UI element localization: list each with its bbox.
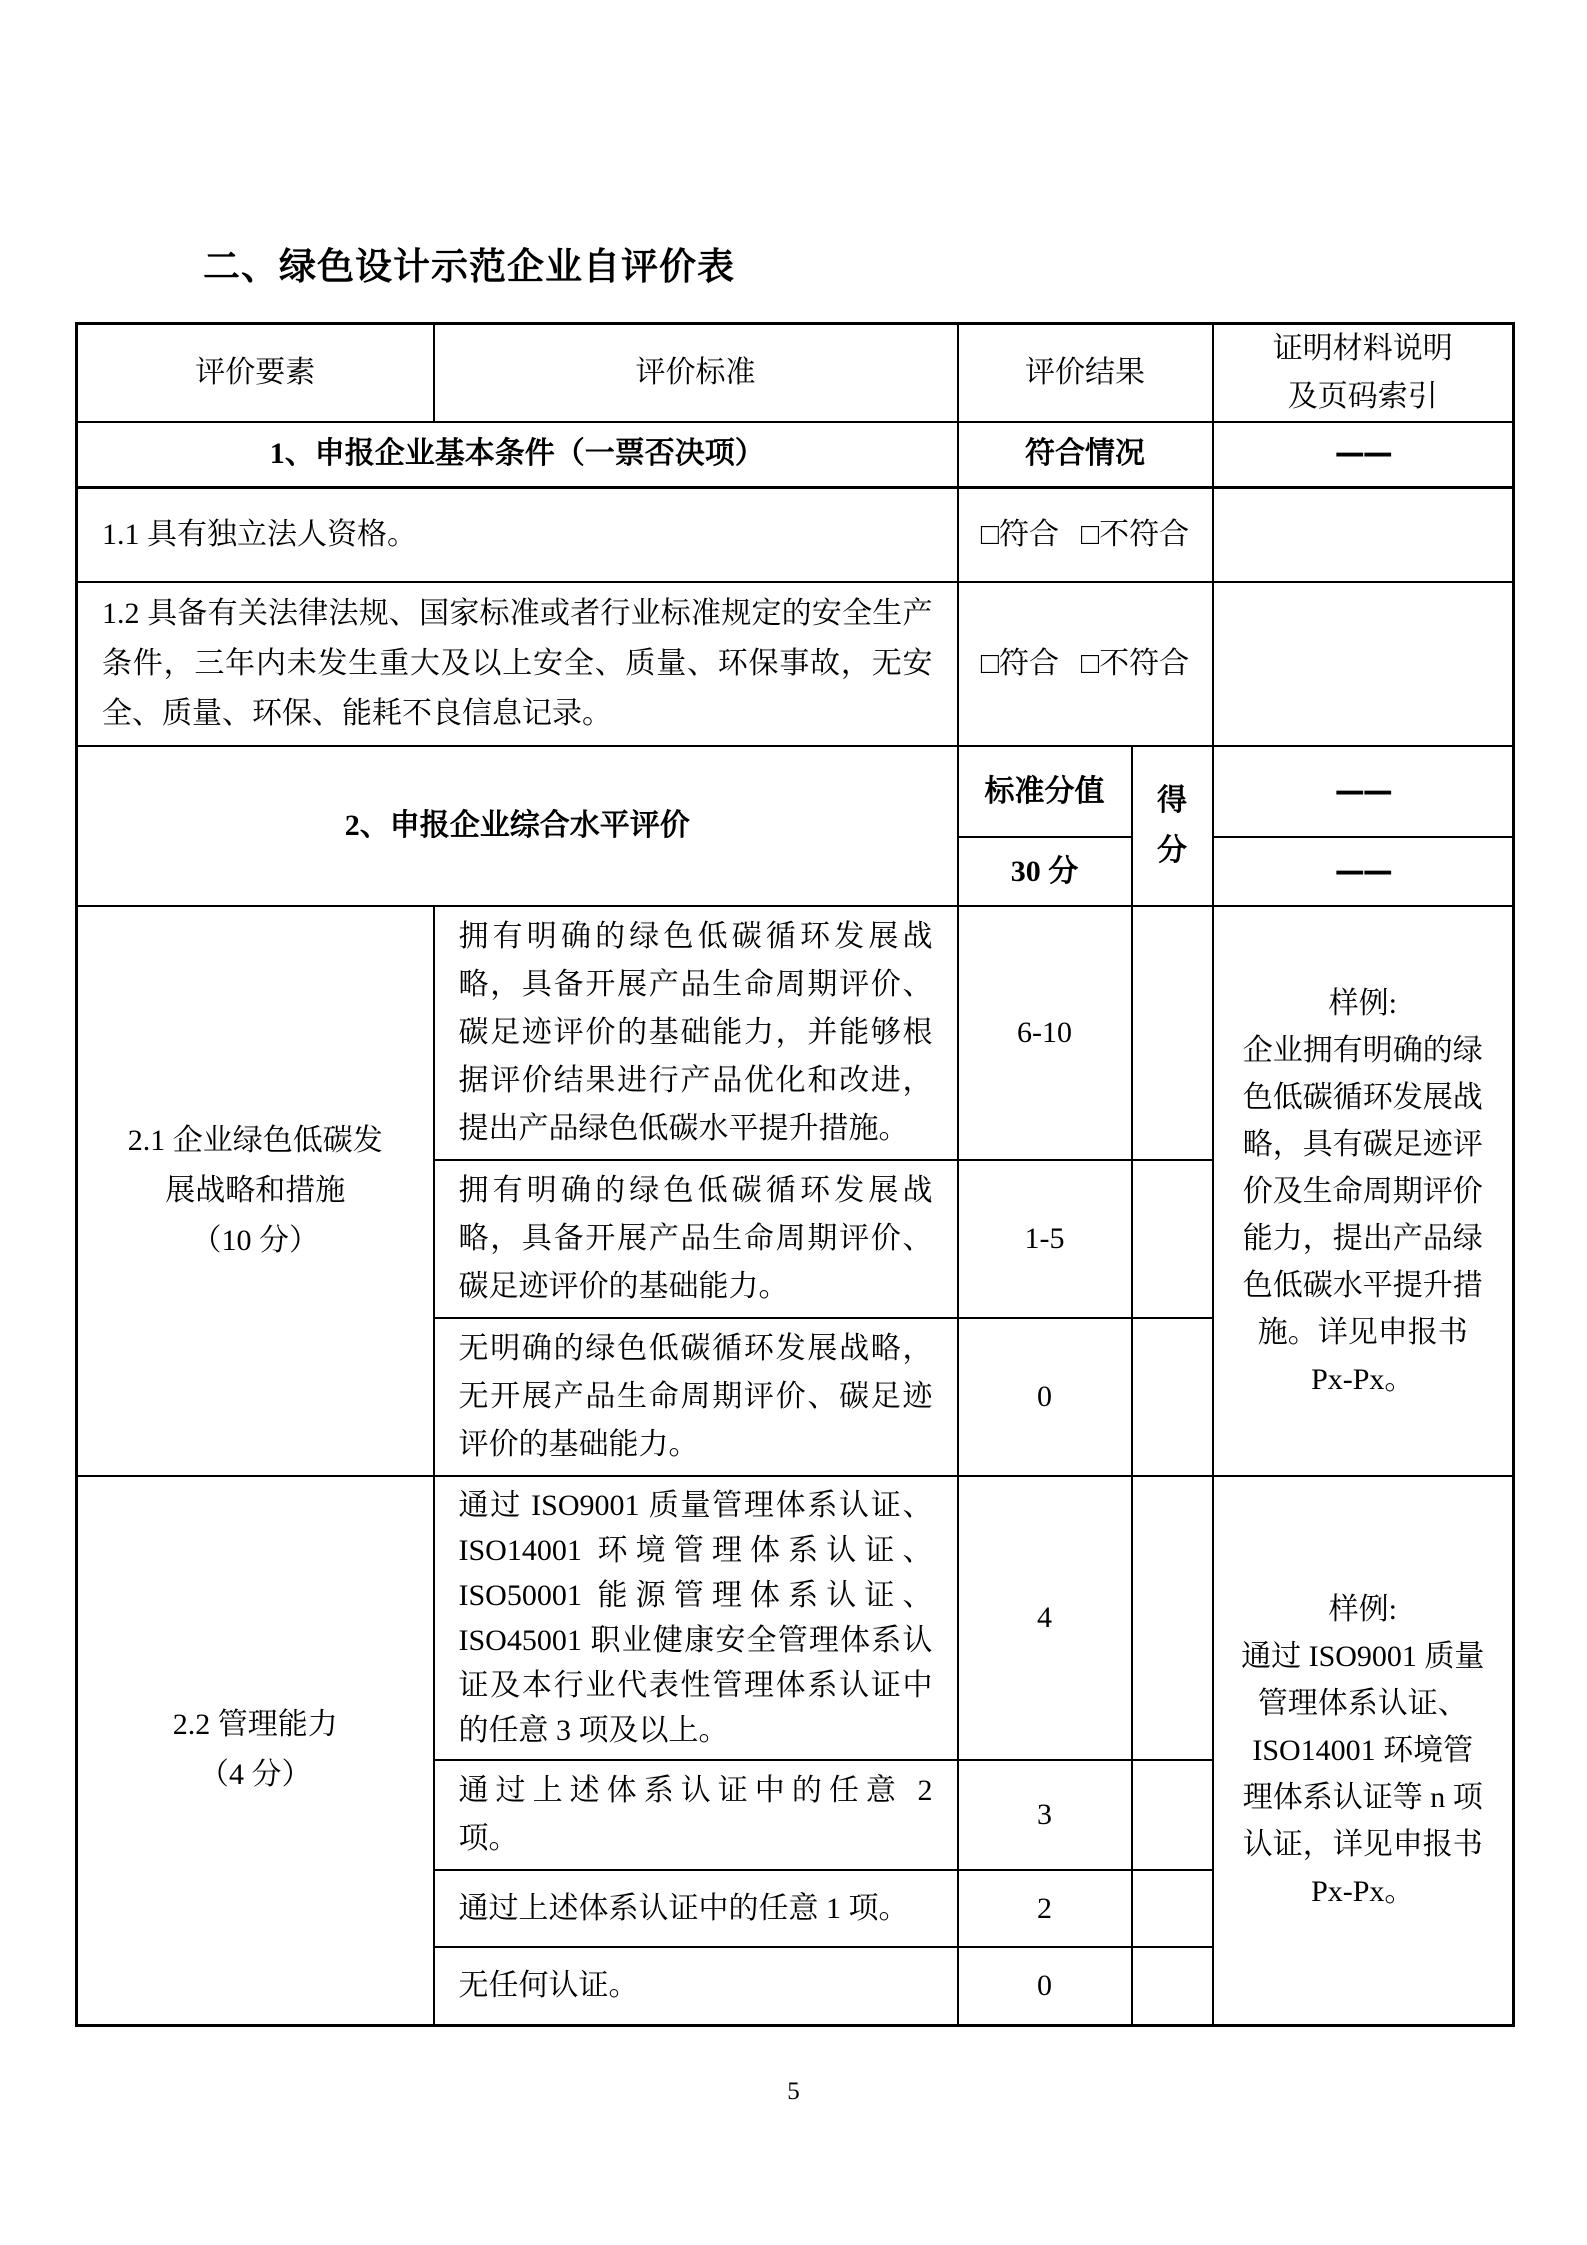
section2-dash-cell-1 xyxy=(1213,746,1514,837)
section1-dash-cell xyxy=(1213,422,1514,487)
item22-criteria-4: 无任何认证。 xyxy=(434,1947,958,2025)
item22-score-2: 3 xyxy=(958,1760,1132,1870)
item21-criteria-3: 无明确的绿色低碳循环发展战略，无开展产品生命周期评价、碳足迹评价的基础能力。 xyxy=(434,1318,958,1476)
dash-line: —— xyxy=(1334,436,1391,472)
checkbox-option-conform[interactable]: □符合 xyxy=(980,647,1059,680)
section1-result-heading: 符合情况 xyxy=(958,422,1213,487)
item22-criteria-1: 通过 ISO9001 质量管理体系认证、ISO14001 环境管理体系认证、ISO50001 能源管理体系认证、ISO45001 职业健康安全管理体系认证及本行业代表性管理体系认证中的任意 3 项及以上。 xyxy=(434,1476,958,1760)
dash-line: —— xyxy=(1334,773,1391,809)
item22-criteria-3: 通过上述体系认证中的任意 1 项。 xyxy=(434,1870,958,1947)
header-evaluation-element: 评价要素 xyxy=(77,324,434,423)
sample-label: 样例: xyxy=(1328,986,1397,1020)
sample-label: 样例: xyxy=(1328,1592,1397,1626)
item21-score-3: 0 xyxy=(958,1318,1132,1476)
item21-row1 xyxy=(77,906,1514,1160)
item22-label: 2.2 管理能力 （4 分） xyxy=(77,1476,434,2025)
sample-body: 企业拥有明确的绿色低碳循环发展战略，具有碳足迹评价及生命周期评价能力，提出产品绿色低碳水平提升措施。详见申报书 Px-Px。 xyxy=(1242,1033,1483,1396)
item21-gained-2 xyxy=(1132,1160,1213,1318)
document-title: 二、绿色设计示范企业自评价表 xyxy=(203,246,735,287)
item21-sample xyxy=(1213,906,1514,1476)
item21-label: 2.1 企业绿色低碳发 展战略和措施 （10 分） xyxy=(77,906,434,1476)
section2-heading: 2、申报企业综合水平评价 xyxy=(77,746,958,906)
header-evaluation-result: 评价结果 xyxy=(958,324,1213,423)
header-proof-material xyxy=(1213,324,1514,423)
item22-gained-3 xyxy=(1132,1870,1213,1947)
result-options-1-2 xyxy=(958,582,1213,746)
item22-sample xyxy=(1213,1476,1514,2025)
row-1-1 xyxy=(77,487,1514,582)
page-number: 5 xyxy=(787,2078,800,2105)
checkbox-option-conform[interactable]: □符合 xyxy=(980,517,1059,551)
section2-heading-row xyxy=(77,746,1514,837)
item21-criteria-2: 拥有明确的绿色低碳循环发展战略，具备开展产品生命周期评价、碳足迹评价的基础能力。 xyxy=(434,1160,958,1318)
checkbox-option-nonconform[interactable]: □不符合 xyxy=(1081,517,1190,551)
item22-gained-1 xyxy=(1132,1476,1213,1760)
item21-score-2: 1-5 xyxy=(958,1160,1132,1318)
header-proof-material-line2: 及页码索引 xyxy=(1287,380,1438,413)
proof-cell-1-1 xyxy=(1213,487,1514,582)
section1-heading-row xyxy=(77,422,1514,487)
item22-gained-2 xyxy=(1132,1760,1213,1870)
header-evaluation-standard: 评价标准 xyxy=(434,324,958,423)
item22-gained-4 xyxy=(1132,1947,1213,2025)
item22-score-3: 2 xyxy=(958,1870,1132,1947)
row-1-2 xyxy=(77,582,1514,746)
item21-score-1: 6-10 xyxy=(958,906,1132,1160)
section1-heading: 1、申报企业基本条件（一票否决项） xyxy=(77,422,958,487)
header-proof-material-line1: 证明材料说明 xyxy=(1272,332,1453,365)
criteria-1-2: 1.2 具备有关法律法规、国家标准或者行业标准规定的安全生产条件，三年内未发生重大及以上安全、质量、环保事故，无安全、质量、环保、能耗不良信息记录。 xyxy=(77,582,958,746)
item21-gained-1 xyxy=(1132,906,1213,1160)
checkbox-option-nonconform[interactable]: □不符合 xyxy=(1081,647,1190,680)
gained-score-label: 得分 xyxy=(1132,746,1213,906)
evaluation-table xyxy=(75,322,1515,2027)
item22-row1 xyxy=(77,1476,1514,1760)
table-header-row xyxy=(77,324,1514,423)
section2-total-score: 30 分 xyxy=(958,837,1132,906)
item22-score-4: 0 xyxy=(958,1947,1132,2025)
result-options-1-1 xyxy=(958,487,1213,582)
sample-body: 通过 ISO9001 质量管理体系认证、ISO14001 环境管理体系认证等 n 项认证，详见申报书 Px-Px。 xyxy=(1241,1639,1485,1908)
item22-criteria-2: 通过上述体系认证中的任意 2 项。 xyxy=(434,1760,958,1870)
section2-dash-cell-2 xyxy=(1213,837,1514,906)
proof-cell-1-2 xyxy=(1213,582,1514,746)
item21-gained-3 xyxy=(1132,1318,1213,1476)
item22-score-1: 4 xyxy=(958,1476,1132,1760)
standard-score-label: 标准分值 xyxy=(958,746,1132,837)
criteria-1-1: 1.1 具有独立法人资格。 xyxy=(77,487,958,582)
dash-line: —— xyxy=(1334,853,1391,889)
item21-criteria-1: 拥有明确的绿色低碳循环发展战略，具备开展产品生命周期评价、碳足迹评价的基础能力，并能够根据评价结果进行产品优化和改进，提出产品绿色低碳水平提升措施。 xyxy=(434,906,958,1160)
